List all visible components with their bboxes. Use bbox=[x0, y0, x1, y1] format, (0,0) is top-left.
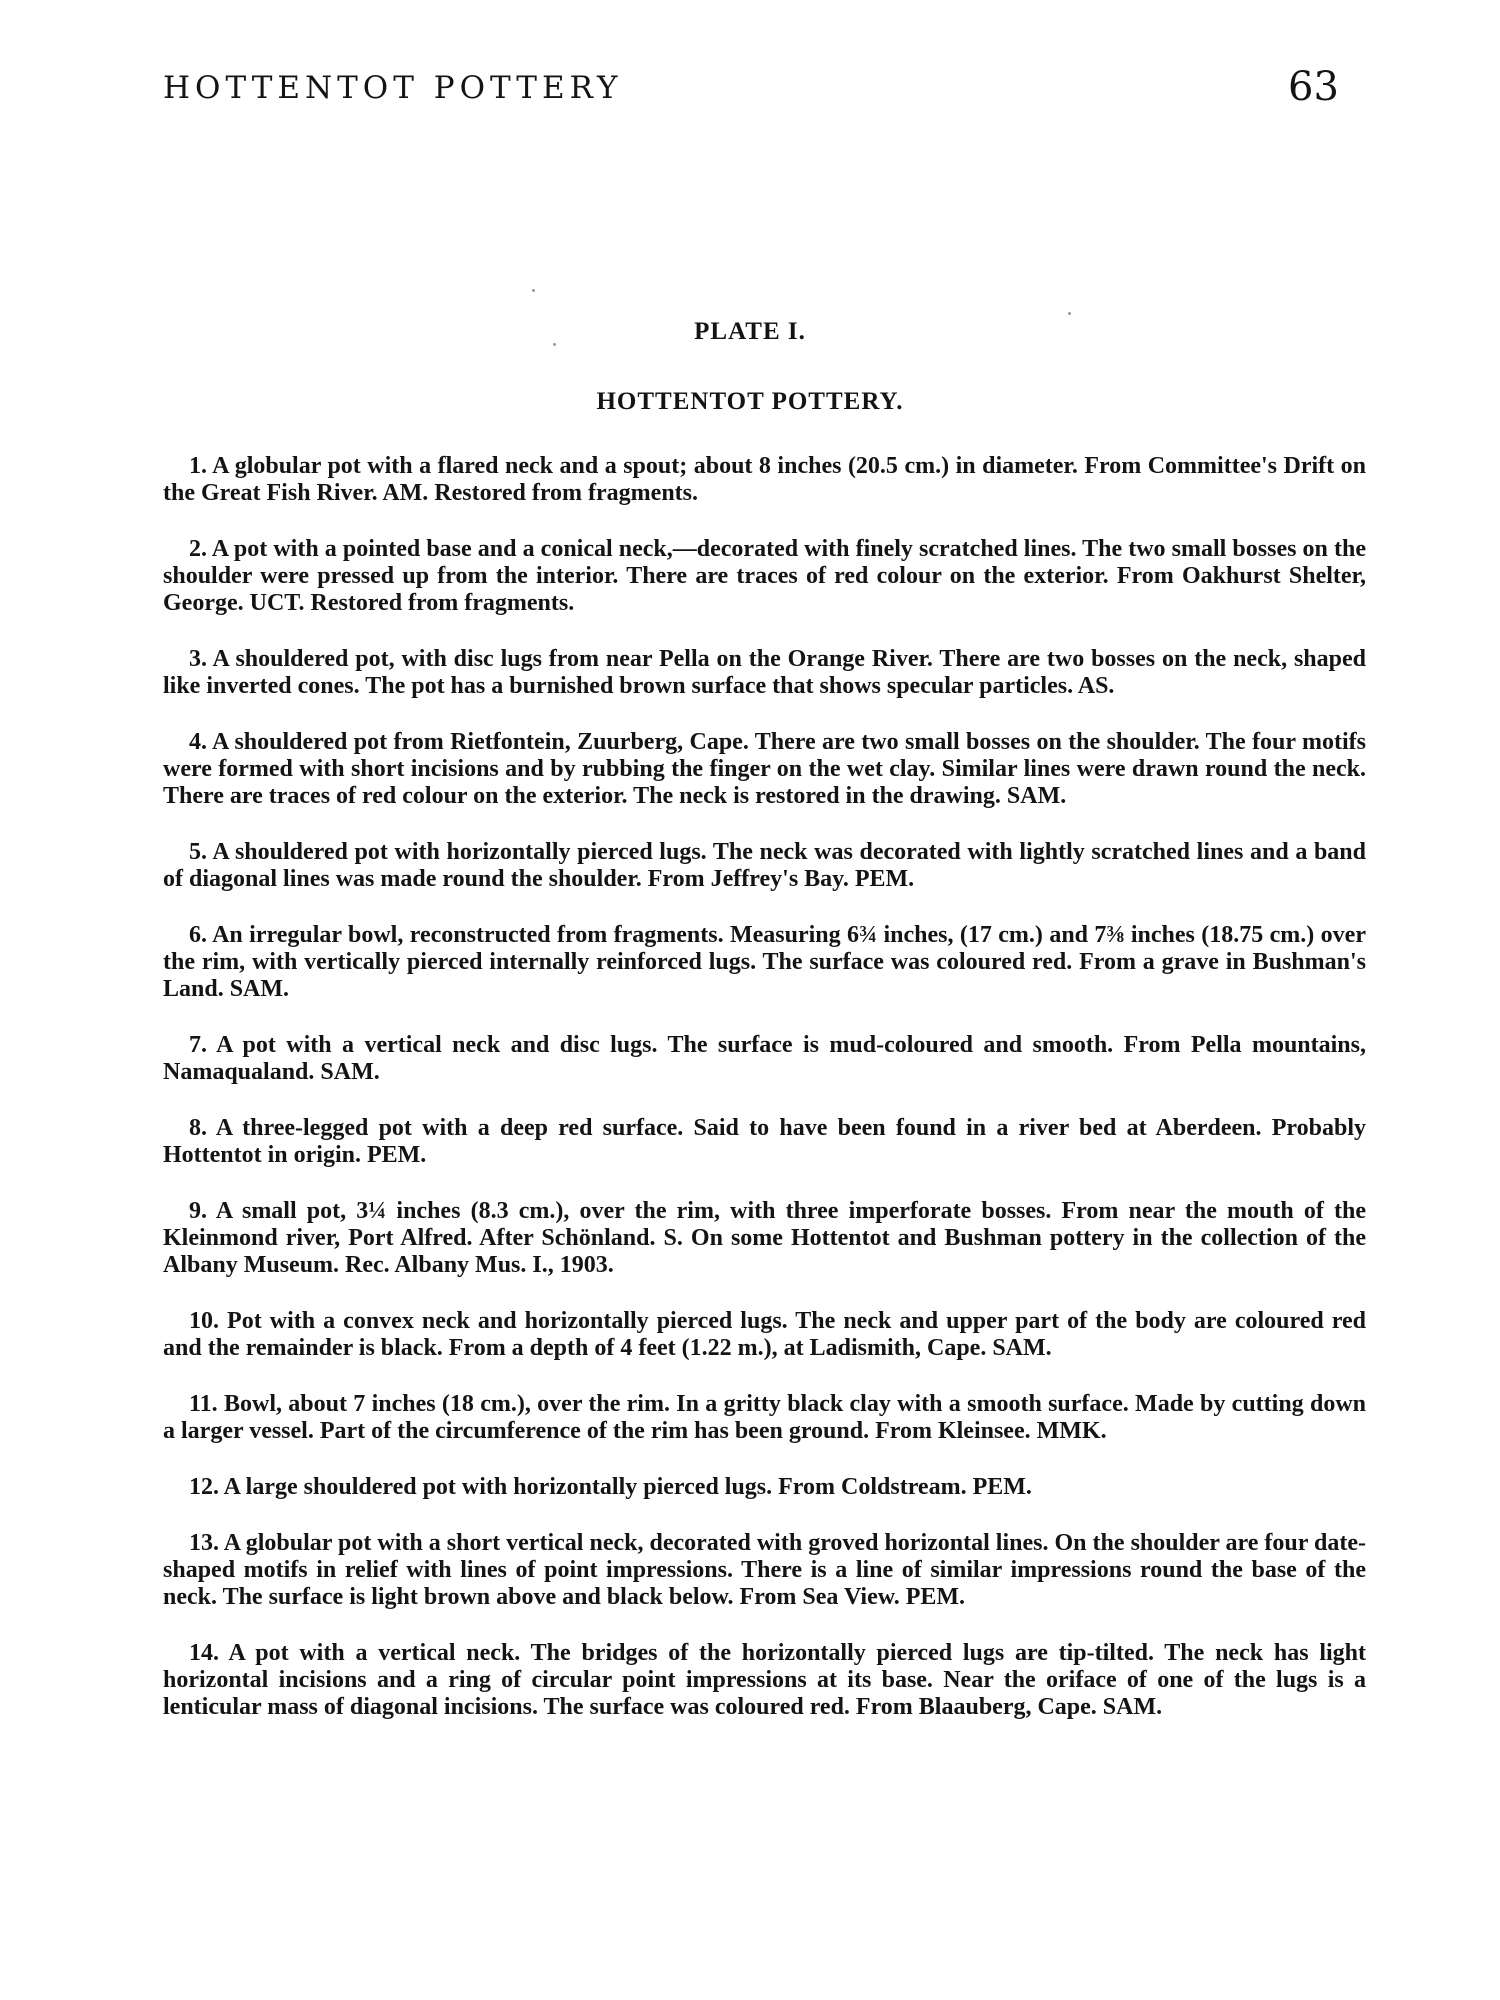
plate-entry-13: 13. A globular pot with a short vertical neck, decorated with groved horizontal lines. On the shoulder are four date-shaped motifs in relief with lines of point impressions. There is a line of similar impressions round the base of the neck. The surface is light brown above and black below. From Sea View. PEM. bbox=[163, 1530, 1366, 1610]
plate-entry-1: 1. A globular pot with a flared neck and a spout; about 8 inches (20.5 cm.) in diameter. From Committee's Drift on the Great Fish River. AM. Restored from fragments. bbox=[163, 453, 1366, 506]
plate-entry-8: 8. A three-legged pot with a deep red surface. Said to have been found in a river bed at Aberdeen. Probably Hottentot in origin. PEM. bbox=[163, 1115, 1366, 1168]
plate-entries bbox=[163, 453, 1366, 1750]
plate-entry-2: 2. A pot with a pointed base and a conical neck,—decorated with finely scratched lines. The two small bosses on the shoulder were pressed up from the interior. There are traces of red colour on the exterior. From Oakhurst Shelter, George. UCT. Restored from fragments. bbox=[163, 536, 1366, 616]
page-number: 63 bbox=[1288, 64, 1339, 110]
plate-entry-9: 9. A small pot, 3¼ inches (8.3 cm.), over the rim, with three imperforate bosses. From near the mouth of the Kleinmond river, Port Alfred. After Schönland. S. On some Hottentot and Bushman pottery in the collection of the Albany Museum. Rec. Albany Mus. I., 1903. bbox=[163, 1198, 1366, 1278]
plate-entry-11: 11. Bowl, about 7 inches (18 cm.), over the rim. In a gritty black clay with a smooth surface. Made by cutting down a larger vessel. Part of the circumference of the rim has been ground. From Kleinsee. MMK. bbox=[163, 1391, 1366, 1444]
plate-entry-7: 7. A pot with a vertical neck and disc lugs. The surface is mud-coloured and smooth. From Pella mountains, Namaqualand. SAM. bbox=[163, 1032, 1366, 1085]
running-head: HOTTENTOT POTTERY bbox=[163, 70, 623, 106]
plate-entry-4: 4. A shouldered pot from Rietfontein, Zuurberg, Cape. There are two small bosses on the shoulder. The four motifs were formed with short incisions and by rubbing the finger on the wet clay. Similar lines were drawn round the neck. There are traces of red colour on the exterior. The neck is restored in the drawing. SAM. bbox=[163, 729, 1366, 809]
plate-entry-10: 10. Pot with a convex neck and horizontally pierced lugs. The neck and upper part of the body are coloured red and the remainder is black. From a depth of 4 feet (1.22 m.), at Ladismith, Cape. SAM. bbox=[163, 1308, 1366, 1361]
plate-entry-12: 12. A large shouldered pot with horizontally pierced lugs. From Coldstream. PEM. bbox=[189, 1474, 1032, 1500]
plate-entry-6: 6. An irregular bowl, reconstructed from fragments. Measuring 6¾ inches, (17 cm.) and 7⅜ inches (18.75 cm.) over the rim, with vertically pierced internally reinforced lugs. The surface was coloured red. From a grave in Bushman's Land. SAM. bbox=[163, 922, 1366, 1002]
plate-entry-3: 3. A shouldered pot, with disc lugs from near Pella on the Orange River. There are two bosses on the neck, shaped like inverted cones. The pot has a burnished brown surface that shows specular particles. AS. bbox=[163, 646, 1366, 699]
plate-heading: PLATE I. bbox=[694, 318, 806, 345]
plate-subtitle: HOTTENTOT POTTERY. bbox=[596, 388, 904, 415]
print-speck bbox=[1068, 312, 1071, 315]
print-speck bbox=[532, 289, 535, 292]
plate-entry-5: 5. A shouldered pot with horizontally pierced lugs. The neck was decorated with lightly scratched lines and a band of diagonal lines was made round the shoulder. From Jeffrey's Bay. PEM. bbox=[163, 839, 1366, 892]
plate-entry-14: 14. A pot with a vertical neck. The bridges of the horizontally pierced lugs are tip-tilted. The neck has light horizontal incisions and a ring of circular point impressions at its base. Near the oriface of one of the lugs is a lenticular mass of diagonal incisions. The surface was coloured red. From Blaauberg, Cape. SAM. bbox=[163, 1640, 1366, 1720]
